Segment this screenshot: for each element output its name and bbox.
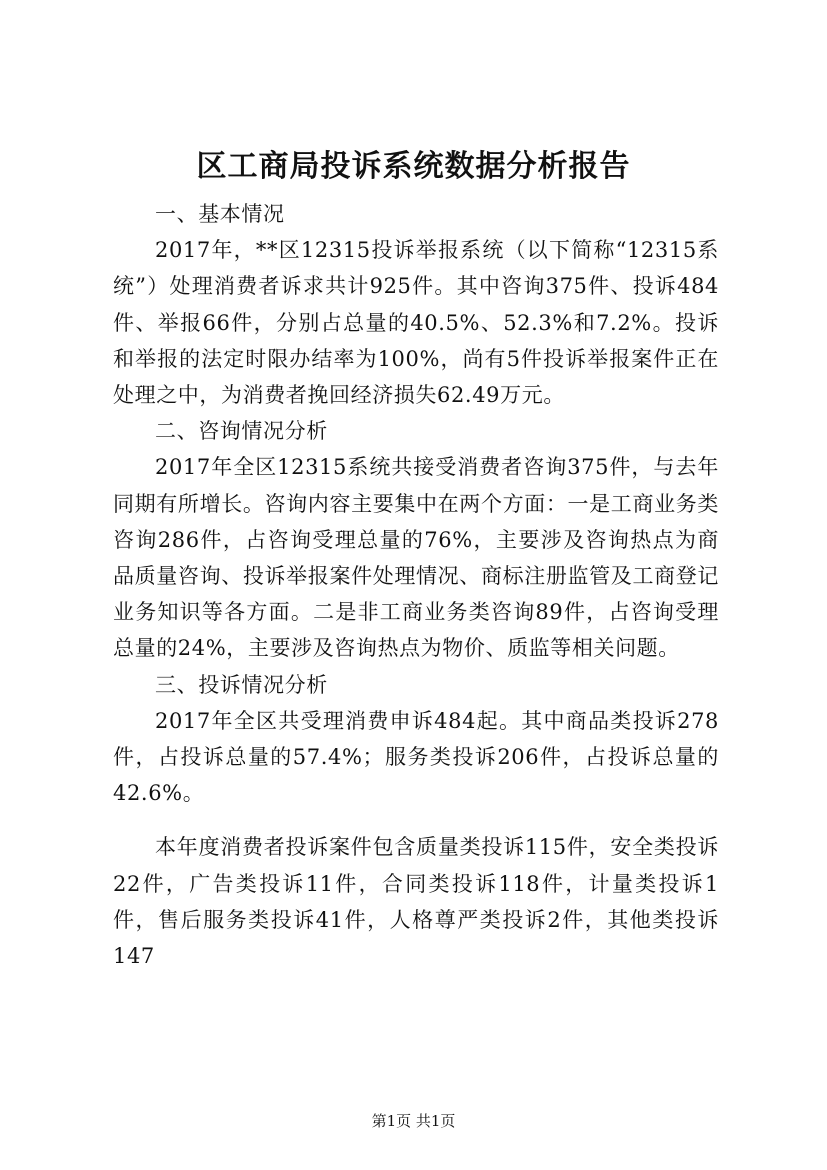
document-title: 区工商局投诉系统数据分析报告 <box>196 149 631 184</box>
paragraph-complaint-totals: 2017年全区共受理消费申诉484起。其中商品类投诉278件，占投诉总量的57.4%；服务类投诉206件，占投诉总量的42.6%。 <box>113 708 719 806</box>
section-heading-complaint: 三、投诉情况分析 <box>155 672 328 697</box>
section-heading-consultation: 二、咨询情况分析 <box>155 419 328 444</box>
page-footer: 第1页 共1页 <box>371 1112 456 1130</box>
paragraph-basic-situation: 2017年，**区12315投诉举报系统（以下简称“12315系统”）处理消费者诉求共计925件。其中咨询375件、投诉484件、举报66件，分别占总量的40.5%、52.3%和7.2%。投诉和举报的法定时限办结率为100%，尚有5件投诉举报案件正在处理之中，为消费者挽回经济损失62.49万元。 <box>113 238 719 408</box>
paragraph-complaint-categories: 本年度消费者投诉案件包含质量类投诉115件，安全类投诉22件，广告类投诉11件，合同类投诉118件，计量类投诉1件，售后服务类投诉41件，人格尊严类投诉2件，其他类投诉147 <box>113 835 719 969</box>
document-body <box>113 196 719 974</box>
section-heading-basic: 一、基本情况 <box>155 202 285 226</box>
paragraph-consultation-analysis: 2017年全区12315系统共接受消费者咨询375件，与去年同期有所增长。咨询内容主要集中在两个方面：一是工商业务类咨询286件，占咨询受理总量的76%，主要涉及咨询热点为商品质量咨询、投诉举报案件处理情况、商标注册监管及工商登记业务知识等各方面。二是非工商业务类咨询89件，占咨询受理总量的24%，主要涉及咨询热点为物价、质监等相关问题。 <box>113 455 719 661</box>
